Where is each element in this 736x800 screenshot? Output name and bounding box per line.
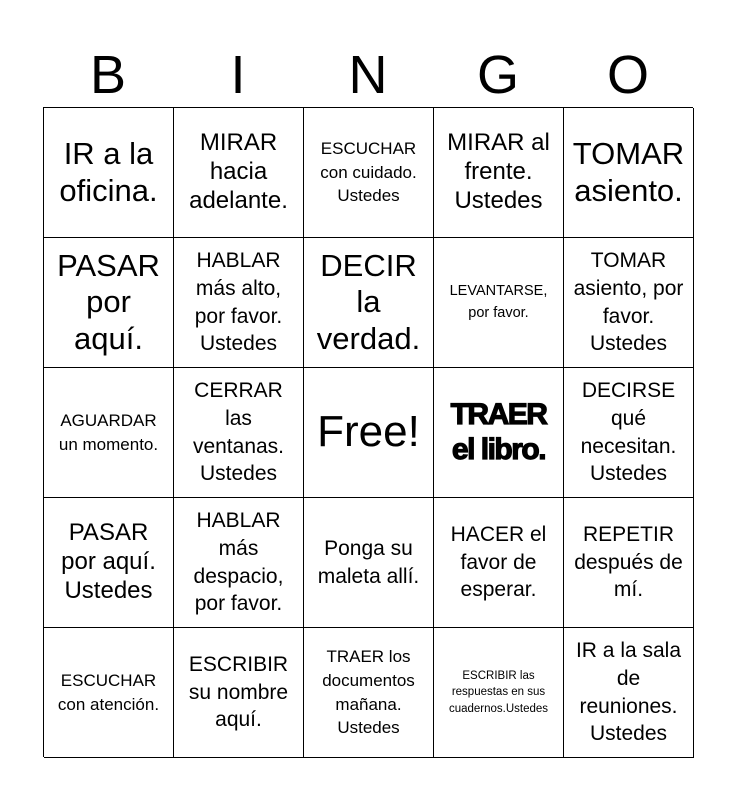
bingo-cell-text: HABLAR más despacio, por favor.: [193, 509, 284, 616]
bingo-cell-text: LEVANTARSE, por favor.: [449, 283, 548, 321]
bingo-cell-text: TRAER el libro.: [450, 398, 547, 466]
bingo-cell-r1c5[interactable]: [564, 108, 694, 238]
bingo-cell-r4c4[interactable]: [434, 498, 564, 628]
bingo-cell-r3c2[interactable]: [174, 368, 304, 498]
bingo-cell-text: PASAR por aquí. Ustedes: [61, 519, 156, 604]
bingo-cell-text: AGUARDAR un momento.: [58, 410, 159, 454]
bingo-cell-text: TRAER los documentos mañana. Ustedes: [322, 646, 415, 738]
bingo-cell-text: TOMAR asiento, por favor. Ustedes: [573, 249, 684, 356]
bingo-cell-r4c2[interactable]: [174, 498, 304, 628]
header-letter-i: I: [230, 45, 246, 105]
bingo-cell-r4c5[interactable]: [564, 498, 694, 628]
bingo-cell-r5c2[interactable]: [174, 628, 304, 758]
bingo-cell-r2c4[interactable]: [434, 238, 564, 368]
bingo-cell-r1c3[interactable]: [304, 108, 434, 238]
bingo-cell-r1c1[interactable]: [44, 108, 174, 238]
bingo-cell-r4c3[interactable]: [304, 498, 434, 628]
bingo-cell-text: TOMAR asiento.: [572, 135, 685, 208]
bingo-cell-text: ESCUCHAR con cuidado. Ustedes: [320, 138, 417, 206]
bingo-card-grid: [43, 107, 693, 757]
bingo-cell-text: REPETIR después de mí.: [574, 522, 683, 602]
bingo-cell-text: MIRAR al frente. Ustedes: [447, 129, 550, 214]
bingo-cell-r2c2[interactable]: [174, 238, 304, 368]
bingo-cell-text: Ponga su maleta allí.: [317, 536, 420, 588]
bingo-cell-r1c2[interactable]: [174, 108, 304, 238]
bingo-header: [43, 44, 693, 106]
header-letter-o: O: [606, 45, 649, 105]
bingo-cell-text: HABLAR más alto, por favor. Ustedes: [194, 249, 283, 356]
bingo-cell-text: MIRAR hacia adelante.: [189, 129, 288, 214]
bingo-cell-r2c1[interactable]: [44, 238, 174, 368]
bingo-cell-text: DECIRSE qué necesitan. Ustedes: [580, 379, 677, 486]
bingo-cell-text: ESCUCHAR con atención.: [57, 670, 160, 714]
bingo-cell-r2c5[interactable]: [564, 238, 694, 368]
bingo-cell-text: ESCRIBIR su nombre aquí.: [188, 652, 289, 732]
bingo-cell-r5c1[interactable]: [44, 628, 174, 758]
bingo-cell-r5c4[interactable]: [434, 628, 564, 758]
bingo-cell-r2c3[interactable]: [304, 238, 434, 368]
header-letter-n: N: [348, 45, 388, 105]
header-letter-g: G: [476, 45, 519, 105]
bingo-cell-text: ESCRIBIR las respuestas en sus cuadernos.Ustedes: [448, 670, 549, 715]
bingo-cell-r1c4[interactable]: [434, 108, 564, 238]
bingo-cell-r3c4[interactable]: [434, 368, 564, 498]
free-space-label: Free!: [317, 407, 420, 457]
bingo-cell-text: IR a la sala de reuniones. Ustedes: [575, 639, 682, 746]
bingo-cell-text: HACER el favor de esperar.: [450, 522, 547, 602]
bingo-cell-r4c1[interactable]: [44, 498, 174, 628]
bingo-cell-text: IR a la oficina.: [59, 135, 158, 208]
header-letter-b: B: [89, 45, 127, 105]
bingo-cell-text: PASAR por aquí.: [57, 247, 160, 356]
bingo-cell-r3c1[interactable]: [44, 368, 174, 498]
bingo-cell-r5c5[interactable]: [564, 628, 694, 758]
bingo-cell-free[interactable]: [304, 368, 434, 498]
bingo-cell-r5c3[interactable]: [304, 628, 434, 758]
bingo-cell-r3c5[interactable]: [564, 368, 694, 498]
bingo-cell-text: DECIR la verdad.: [316, 247, 421, 356]
bingo-cell-text: CERRAR las ventanas. Ustedes: [192, 379, 285, 486]
